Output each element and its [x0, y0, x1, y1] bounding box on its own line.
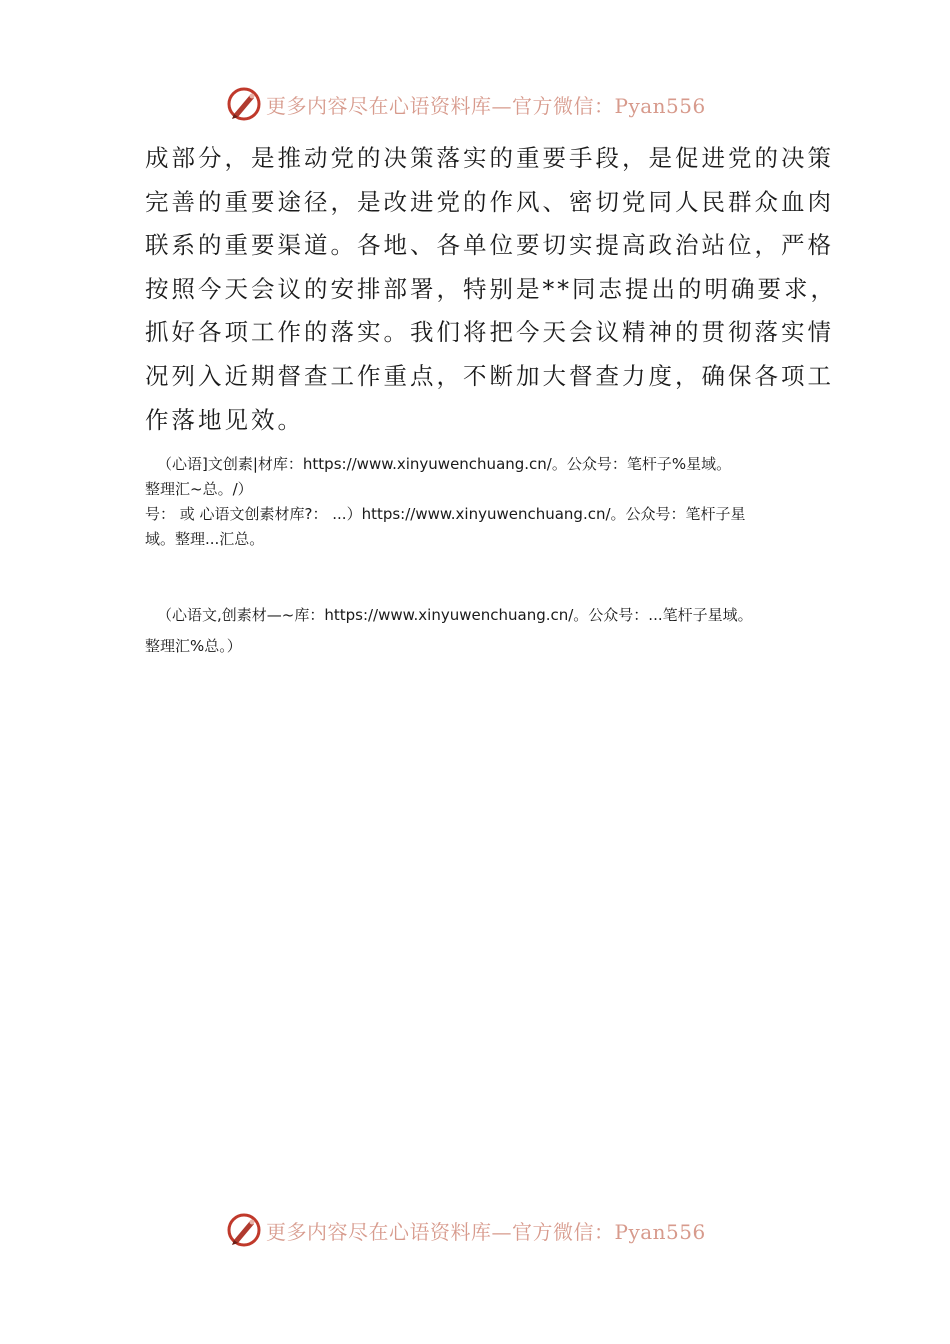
paragraph-line: 完善的重要途径，是改进党的作风、密切党同人民群众血肉: [145, 187, 834, 216]
note-line: 域。整理...汇总。: [145, 530, 265, 548]
note-line: 整理汇%总。）: [145, 637, 242, 655]
note-line: 号： 或 心语文创素材库?： ...）https://www.xinyuwenchuang.cn/。公众号：笔杆子星: [145, 505, 746, 523]
note-line: 整理汇~总。/）: [145, 480, 253, 498]
pen-circle-logo-icon: [226, 86, 262, 122]
paragraph-line: 况列入近期督查工作重点，不断加大督查力度，确保各项工: [145, 361, 834, 390]
paragraph-line: 作落地见效。: [145, 405, 304, 434]
header-banner-text: 更多内容尽在心语资料库—官方微信：Pyan556: [266, 93, 706, 118]
source-note-3: [145, 600, 835, 662]
note-line: （心语文,创素材—~库：https://www.xinyuwenchuang.cn/。公众号：...笔杆子星域。: [157, 606, 753, 624]
pen-circle-logo-icon: [226, 1212, 262, 1248]
paragraph-line: 联系的重要渠道。各地、各单位要切实提高政治站位，严格: [145, 231, 834, 260]
footer-banner: [226, 1210, 746, 1250]
paragraph-line: 成部分，是推动党的决策落实的重要手段，是促进党的决策: [145, 144, 834, 172]
paragraph-line: 抓好各项工作的落实。我们将把今天会议精神的贯彻落实情: [145, 318, 834, 347]
paragraph-line: 按照今天会议的安排部署，特别是**同志提出的明确要求，: [145, 274, 837, 303]
source-note-2: [145, 502, 835, 552]
source-note-1: [145, 452, 835, 502]
note-line: （心语]文创素|材库：https://www.xinyuwenchuang.cn/。公众号：笔杆子%星域。: [157, 455, 732, 473]
main-paragraph: [145, 137, 837, 442]
header-banner: [226, 84, 746, 124]
footer-banner-text: 更多内容尽在心语资料库—官方微信：Pyan556: [266, 1219, 706, 1244]
